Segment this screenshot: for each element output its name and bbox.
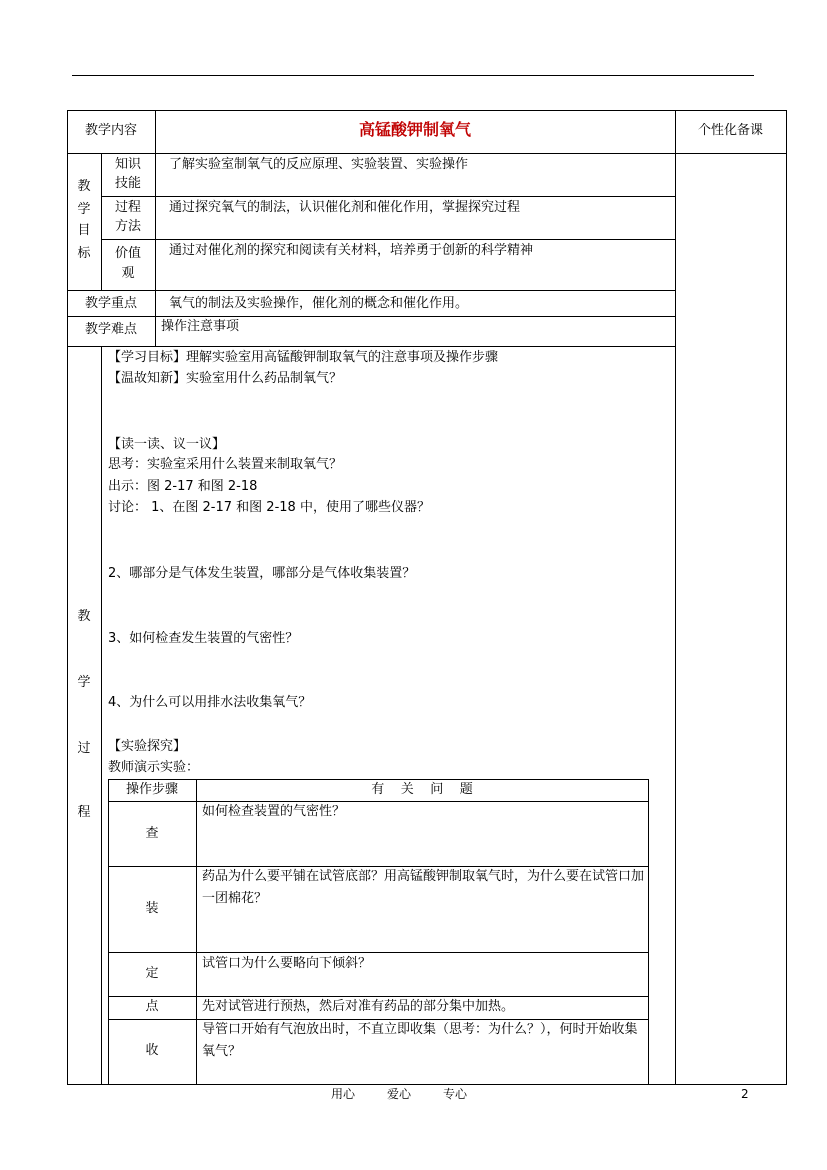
process-side-label: 程 xyxy=(77,805,91,820)
values-label: 观 xyxy=(121,266,135,281)
knowledge-text: 了解实验室制氧气的反应原理、实验装置、实验操作 xyxy=(169,157,469,172)
header-bottom xyxy=(67,153,786,154)
steps-table-right xyxy=(648,779,649,1084)
objectives-side-label: 学 xyxy=(77,202,91,217)
method-text: 通过探究氧气的制法，认识催化剂和催化作用，掌握探究过程 xyxy=(169,200,521,215)
table-border-right xyxy=(786,110,787,1085)
keypoint-divider xyxy=(155,290,156,316)
step-question: 导管口开始有气泡放出时，不直立即收集（思考：为什么？），何时开始收集氧气？ xyxy=(202,1022,638,1059)
objectives-row-line-1 xyxy=(101,196,675,197)
header-rule xyxy=(72,75,754,76)
teacher-demo-text: 教师演示实验： xyxy=(108,760,200,775)
process-side-label: 学 xyxy=(77,675,91,690)
difficulty-bottom xyxy=(67,346,675,347)
values-text: 通过对催化剂的探究和阅读有关材料，培养勇于创新的科学精神 xyxy=(169,243,534,258)
footer-motto: 爱心 xyxy=(387,1087,412,1101)
footer-motto: 用心 xyxy=(331,1087,356,1101)
steps-table-bottom xyxy=(108,1084,649,1085)
objectives-side-label: 教 xyxy=(77,179,91,194)
step-name: 定 xyxy=(145,966,159,981)
steps-row-line xyxy=(108,952,649,953)
values-label: 价值 xyxy=(114,246,141,261)
keypoint-bottom xyxy=(67,316,675,317)
objectives-label-divider xyxy=(155,153,156,290)
objectives-bottom xyxy=(67,290,675,291)
difficulty-divider xyxy=(155,316,156,346)
knowledge-label: 知识 xyxy=(114,157,141,172)
discuss-question-4: 4、为什么可以用排水法收集氧气？ xyxy=(108,695,312,710)
step-name: 装 xyxy=(145,901,159,916)
method-label: 过程 xyxy=(114,200,141,215)
page-title: 高锰酸钾制氧气 xyxy=(358,120,471,139)
steps-table-top xyxy=(108,779,649,780)
read-discuss-heading: 【读一读、议一议】 xyxy=(108,437,226,452)
personal-prep-label: 个性化备课 xyxy=(697,123,763,138)
think-text: 思考：实验室采用什么装置来制取氧气？ xyxy=(108,457,343,472)
step-question: 先对试管进行预热，然后对准有药品的部分集中加热。 xyxy=(202,999,515,1014)
process-side-label: 过 xyxy=(77,741,91,756)
difficulty-text: 操作注意事项 xyxy=(161,319,240,334)
step-question: 试管口为什么要略向下倾斜？ xyxy=(202,956,372,971)
steps-table-divider xyxy=(196,779,197,1084)
objectives-side-label: 目 xyxy=(77,223,91,238)
review-question: 【温故知新】实验室用什么药品制氧气？ xyxy=(108,371,343,386)
steps-header-step: 操作步骤 xyxy=(125,782,178,797)
steps-row-line xyxy=(108,996,649,997)
page-number: 2 xyxy=(741,1087,749,1101)
steps-header-question: 有 关 问 题 xyxy=(371,782,473,797)
knowledge-label: 技能 xyxy=(114,176,141,191)
objectives-side-label: 标 xyxy=(77,246,91,261)
discuss-question-3: 3、如何检查发生装置的气密性？ xyxy=(108,631,299,646)
experiment-heading: 【实验探究】 xyxy=(108,739,187,754)
step-question: 药品为什么要平铺在试管底部？用高锰酸钾制取氧气时，为什么要在试管口加一团棉花？ xyxy=(202,869,645,906)
steps-table-header-bottom xyxy=(108,801,649,802)
objectives-row-line-2 xyxy=(101,239,675,240)
process-side-label: 教 xyxy=(77,609,91,624)
key-point-text: 氧气的制法及实验操作，催化剂的概念和催化作用。 xyxy=(169,296,469,311)
discuss-question-2: 2、哪部分是气体发生装置，哪部分是气体收集装置？ xyxy=(108,566,416,581)
method-label: 方法 xyxy=(114,219,141,234)
process-side-divider xyxy=(101,346,102,1084)
discuss-question-1: 讨论： 1、在图 2-17 和图 2-18 中，使用了哪些仪器？ xyxy=(108,500,430,515)
step-name: 查 xyxy=(145,826,159,841)
personal-column-divider xyxy=(675,110,676,1085)
key-point-label: 教学重点 xyxy=(84,296,137,311)
footer-motto: 专心 xyxy=(443,1087,468,1101)
step-name: 收 xyxy=(145,1043,159,1058)
step-name: 点 xyxy=(145,999,159,1014)
content-label: 教学内容 xyxy=(84,123,137,138)
difficulty-label: 教学难点 xyxy=(84,322,137,337)
learning-goal: 【学习目标】理解实验室用高锰酸钾制取氧气的注意事项及操作步骤 xyxy=(108,350,499,365)
table-border-top xyxy=(67,110,786,111)
step-question: 如何检查装置的气密性？ xyxy=(202,804,346,819)
show-text: 出示：图 2-17 和图 2-18 xyxy=(108,479,258,494)
